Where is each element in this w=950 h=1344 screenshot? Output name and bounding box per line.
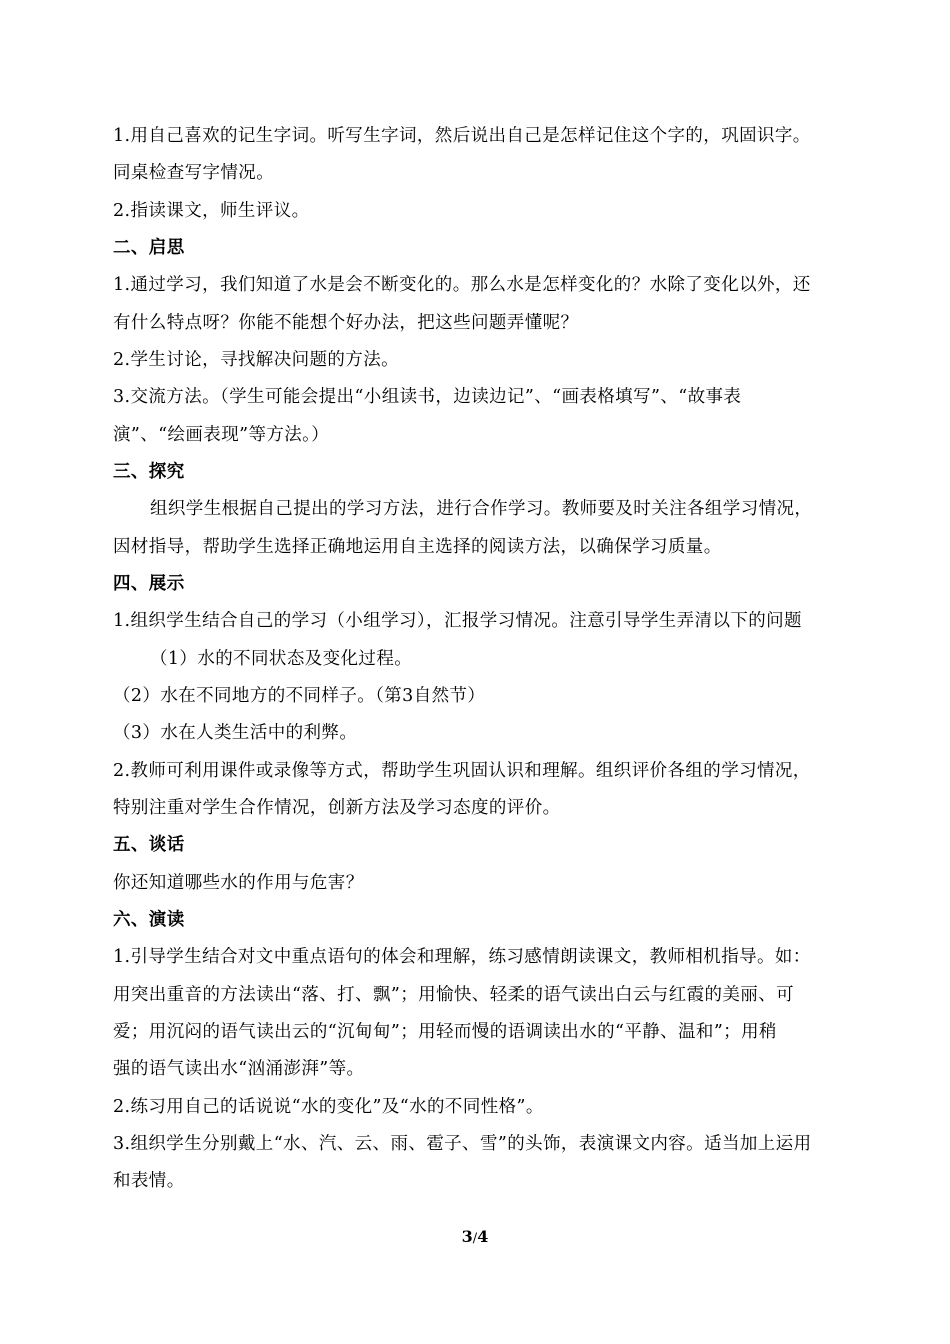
paragraph-line: 2.指读课文，师生评议。 (113, 201, 310, 221)
paragraph-line: 特别注重对学生合作情况，创新方法及学习态度的评价。 (113, 798, 561, 818)
list-item: （1）水的不同状态及变化过程。 (150, 649, 413, 669)
paragraph-line: 1.组织学生结合自己的学习（小组学习），汇报学习情况。注意引导学生弄清以下的问题 (113, 611, 802, 631)
paragraph-line: 有什么特点呀？你能不能想个好办法，把这些问题弄懂呢？ (113, 313, 579, 333)
paragraph-line: 3.交流方法。（学生可能会提出“小组读书，边读边记”、“画表格填写”、“故事表 (113, 387, 742, 407)
paragraph-line: 用突出重音的方法读出“落、打、飘”；用愉快、轻柔的语气读出白云与红霞的美丽、可 (113, 985, 794, 1005)
list-item: （2）水在不同地方的不同样子。（第3自然节） (113, 686, 486, 706)
paragraph-line: 1.用自己喜欢的记生字词。听写生字词，然后说出自己是怎样记住这个字的，巩固识字。 (113, 126, 811, 146)
total-pages: 4 (477, 1227, 489, 1246)
paragraph-line: 和表情。 (113, 1171, 185, 1191)
page-separator: / (472, 1231, 478, 1246)
paragraph-line: 同桌检查写字情况。 (113, 163, 275, 183)
paragraph-line: 1.引导学生结合对文中重点语句的体会和理解，练习感情朗读课文，教师相机指导。如： (113, 947, 811, 967)
section-heading: 四、展示 (113, 574, 185, 594)
section-heading: 三、探究 (113, 462, 185, 482)
paragraph-line: 强的语气读出水“汹涌澎湃”等。 (113, 1059, 365, 1079)
list-item: （3）水在人类生活中的利弊。 (113, 723, 358, 743)
paragraph-line: 爱；用沉闷的语气读出云的“沉甸甸”；用轻而慢的语调读出水的“平静、温和”；用稍 (113, 1022, 777, 1042)
paragraph-line: 你还知道哪些水的作用与危害？ (113, 873, 364, 893)
paragraph-line: 1.通过学习，我们知道了水是会不断变化的。那么水是怎样变化的？水除了变化以外，还 (113, 275, 811, 295)
paragraph-line: 3.组织学生分别戴上“水、汽、云、雨、雹子、雪”的头饰，表演课文内容。适当加上运用 (113, 1134, 812, 1154)
section-heading: 五、谈话 (113, 835, 185, 855)
section-heading: 六、演读 (113, 910, 185, 930)
paragraph-line: 组织学生根据自己提出的学习方法，进行合作学习。教师要及时关注各组学习情况， (150, 499, 813, 519)
paragraph-line: 2.教师可利用课件或录像等方式，帮助学生巩固认识和理解。组织评价各组的学习情况， (113, 761, 811, 781)
section-heading: 二、启思 (113, 238, 185, 258)
paragraph-line: 因材指导，帮助学生选择正确地运用自主选择的阅读方法，以确保学习质量。 (113, 537, 722, 557)
paragraph-line: 2.练习用自己的话说说“水的变化”及“水的不同性格”。 (113, 1097, 544, 1117)
current-page: 3 (461, 1227, 473, 1246)
paragraph-line: 演”、“绘画表现”等方法。） (113, 425, 330, 445)
page-number (0, 1227, 950, 1246)
paragraph-line: 2.学生讨论，寻找解决问题的方法。 (113, 350, 399, 370)
